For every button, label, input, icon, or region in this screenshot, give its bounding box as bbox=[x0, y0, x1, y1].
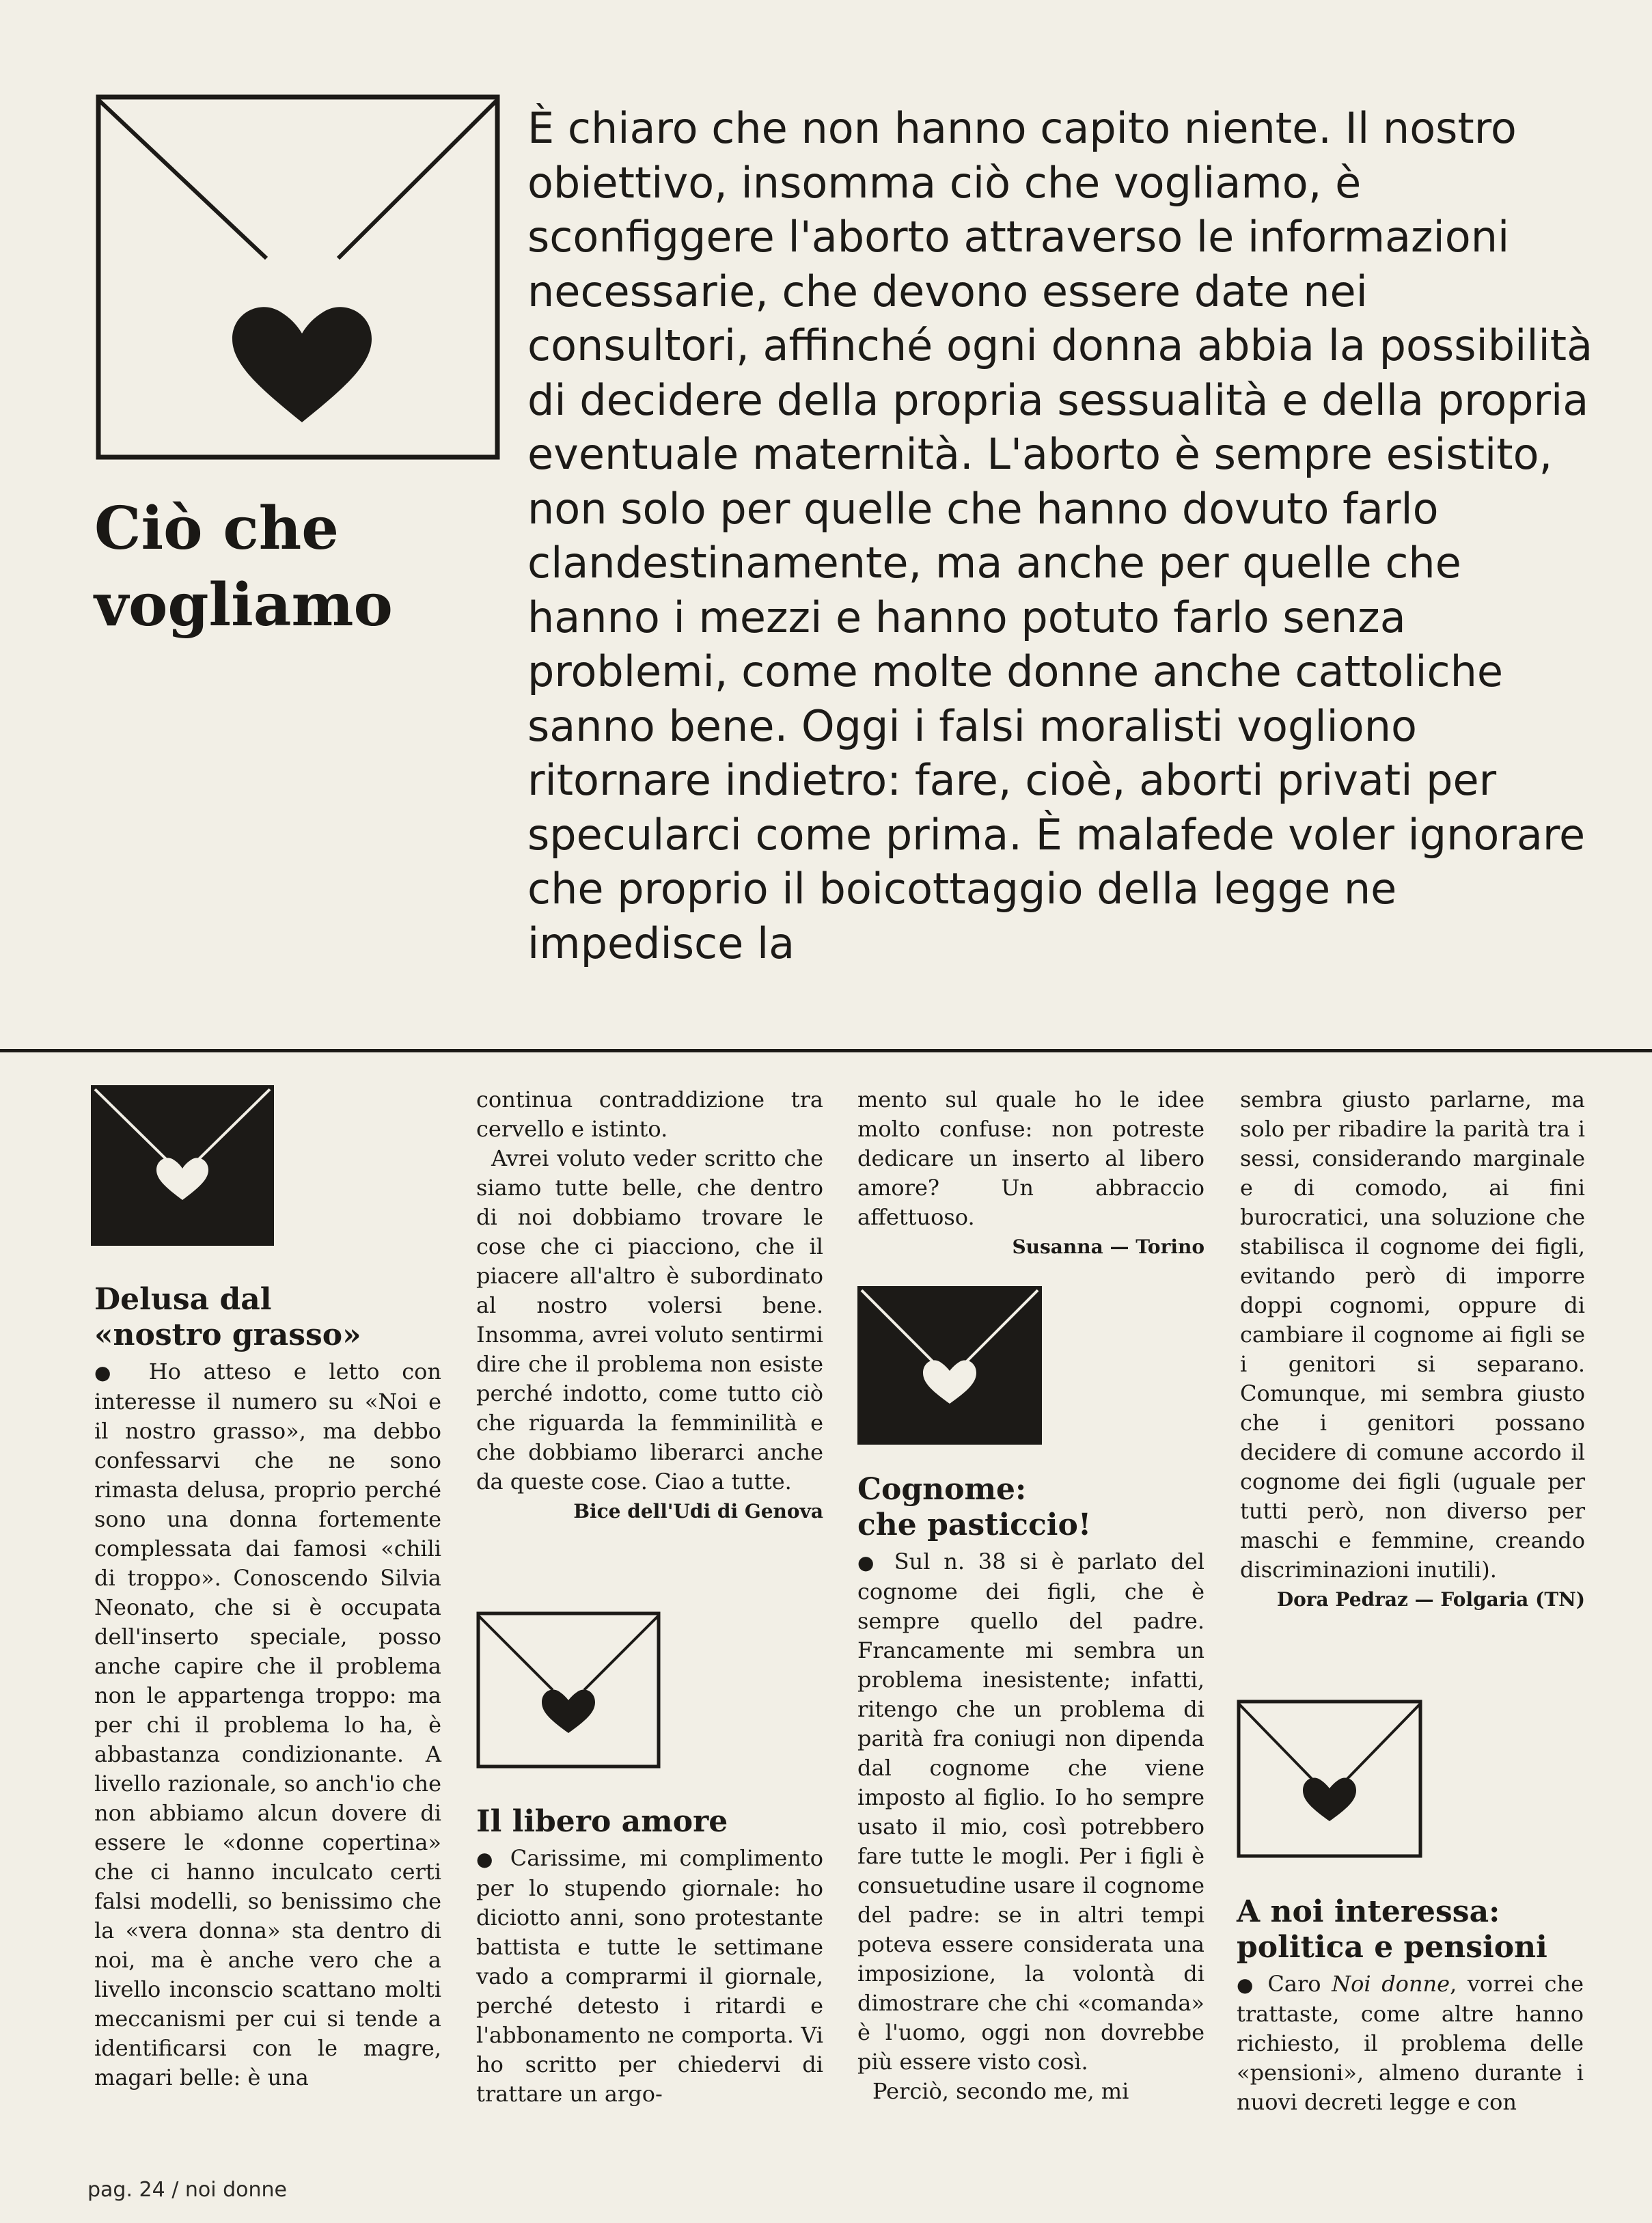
bullet-icon: ● bbox=[476, 1848, 499, 1870]
envelope-icon bbox=[857, 1286, 1042, 1445]
letter-column-2 bbox=[476, 1085, 823, 1526]
letter-paragraph: Avrei voluto veder scritto che siamo tutte belle, che dentro di noi dobbiamo trovare le cose che ci piacciono, che il piacere all'altro è subordinato al nostro volersi bene. Insomma, avrei voluto sentirmi dire che il problema non esiste perché indotto, come tutto ciò che riguarda la femminilità e che dobbiamo liberarci anche da queste cose. Ciao a tutte. bbox=[476, 1145, 823, 1495]
letter-column-4b bbox=[1237, 1894, 1584, 2117]
page-footer: pag. 24 / noi donne bbox=[87, 2178, 288, 2202]
letter-body: Sul n. 38 si è parlato del cognome dei figli, che è sempre quello del padre. Francamente mi sembra un problema inesistente; infatti, ritengo che un problema di parità fra coniugi non dipenda dal cognome che viene imposto al figlio. Io ho sempre usato il mio, così potrebbero fare tutte le mogli. Per i figli è consuetudine usare il cognome del padre: se in altri tempi poteva essere considerata una imposizione, la volontà di dimostrare che chi «comanda» è l'uomo, oggi non dovrebbe più essere visto così. bbox=[857, 1549, 1205, 2075]
letter-column-1 bbox=[94, 1282, 441, 2092]
page-title: Ciò che vogliamo bbox=[94, 494, 393, 640]
letter-body: Caro bbox=[1267, 1971, 1332, 1997]
letter-continued: continua contraddizione tra cervello e istinto. bbox=[476, 1087, 823, 1142]
bullet-icon: ● bbox=[1237, 1974, 1257, 1996]
letter-column-3 bbox=[857, 1085, 1204, 1261]
letter-heading: A noi interessa: politica e pensioni bbox=[1237, 1894, 1547, 1965]
letter-signature: Bice dell'Udi di Genova bbox=[573, 1500, 823, 1523]
envelope-icon bbox=[476, 1611, 661, 1769]
letter-body: Ho atteso e letto con interesse il numero su «Noi e il nostro grasso», ma debbo confessarvi che ne sono rimasta delusa, proprio perché sono una donna fortemente complessata dai famosi «chili di troppo». Conoscendo Silvia Neonato, che si è occupata dell'inserto speciale, posso anche capire che il problema non le appartenga troppo: ma per chi il problema lo ha, è abbastanza condizionante. A livello razionale, so anch'io che non abbiamo alcun dovere di essere le «donne copertina» che ci hanno inculcato certi falsi modelli, so benissimo che la «vera donna» sta dentro di noi, ma è anche vero che a livello inconscio scattano molti meccanismi per cui si tende a identificarsi con le magre, magari belle: è una bbox=[94, 1359, 442, 2090]
letter-heading: Cognome: che pasticcio! bbox=[857, 1472, 1092, 1542]
envelope-icon bbox=[96, 94, 500, 460]
letter-signature: Susanna — Torino bbox=[1012, 1236, 1204, 1258]
letter-body: Carissime, mi complimento per lo stupendo giornale: ho diciotto anni, sono protestante battista e tutte le settimane vado a comprarmi il giornale, perché detesto i ritardi e l'abbonamento ne comporta. Vi ho scritto per chiedervi di trattare un argo- bbox=[476, 1845, 824, 2107]
letter-column-2b bbox=[476, 1804, 823, 2109]
envelope-icon bbox=[91, 1085, 274, 1246]
letter-column-3b bbox=[857, 1472, 1204, 2106]
section-divider bbox=[0, 1049, 1652, 1052]
letter-body: , vorrei che trattaste, come altre hanno richiesto, il problema delle «pensioni», almeno durante i nuovi decreti legge e con bbox=[1237, 1971, 1584, 2115]
envelope-icon bbox=[1237, 1700, 1422, 1858]
bullet-icon: ● bbox=[857, 1551, 881, 1574]
letter-column-4 bbox=[1240, 1085, 1585, 1614]
letter-signature: Dora Pedraz — Folgaria (TN) bbox=[1276, 1588, 1585, 1611]
letter-heading: Il libero amore bbox=[476, 1804, 728, 1839]
letter-heading: Delusa dal «nostro grasso» bbox=[94, 1282, 361, 1352]
letter-paragraph: Perciò, secondo me, mi bbox=[872, 2078, 1129, 2104]
bullet-icon: ● bbox=[94, 1361, 126, 1384]
intro-text: È chiaro che non hanno capito niente. Il nostro obiettivo, insomma ciò che vogliamo, è sconfiggere l'aborto attraverso le informazioni necessarie, che devono essere date nei consultori, affinché ogni donna abbia la possibilità di decidere della propria sessualità e della propria eventuale maternità. L'aborto è sempre esistito, non solo per quelle che hanno dovuto farlo clandestinamente, ma anche per quelle che hanno i mezzi e hanno potuto farlo senza problemi, come molte donne anche cattoliche sanno bene. Oggi i falsi moralisti vogliono ritornare indietro: fare, cioè, aborti privati per specularci come prima. È malafede voler ignorare che proprio il boicottaggio della legge ne impedisce la bbox=[527, 103, 1593, 968]
letter-continued: mento sul quale ho le idee molto confuse: non potreste dedicare un inserto al libero amore? Un abbraccio affettuoso. bbox=[857, 1087, 1204, 1230]
magazine-name: Noi donne bbox=[1332, 1971, 1450, 1997]
letter-continued: sembra giusto parlarne, ma solo per ribadire la parità tra i sessi, considerando marginale e di comodo, ai fini burocratici, una soluzione che stabilisca il cognome dei figli, evitando però di imporre doppi cognomi, oppure di cambiare il cognome ai figli se i genitori si separano. Comunque, mi sembra giusto che i genitori possano decidere di comune accordo il cognome dei figli (uguale per tutti però, non diverso per maschi e femmine, creando discriminazioni inutili). bbox=[1240, 1087, 1585, 1583]
